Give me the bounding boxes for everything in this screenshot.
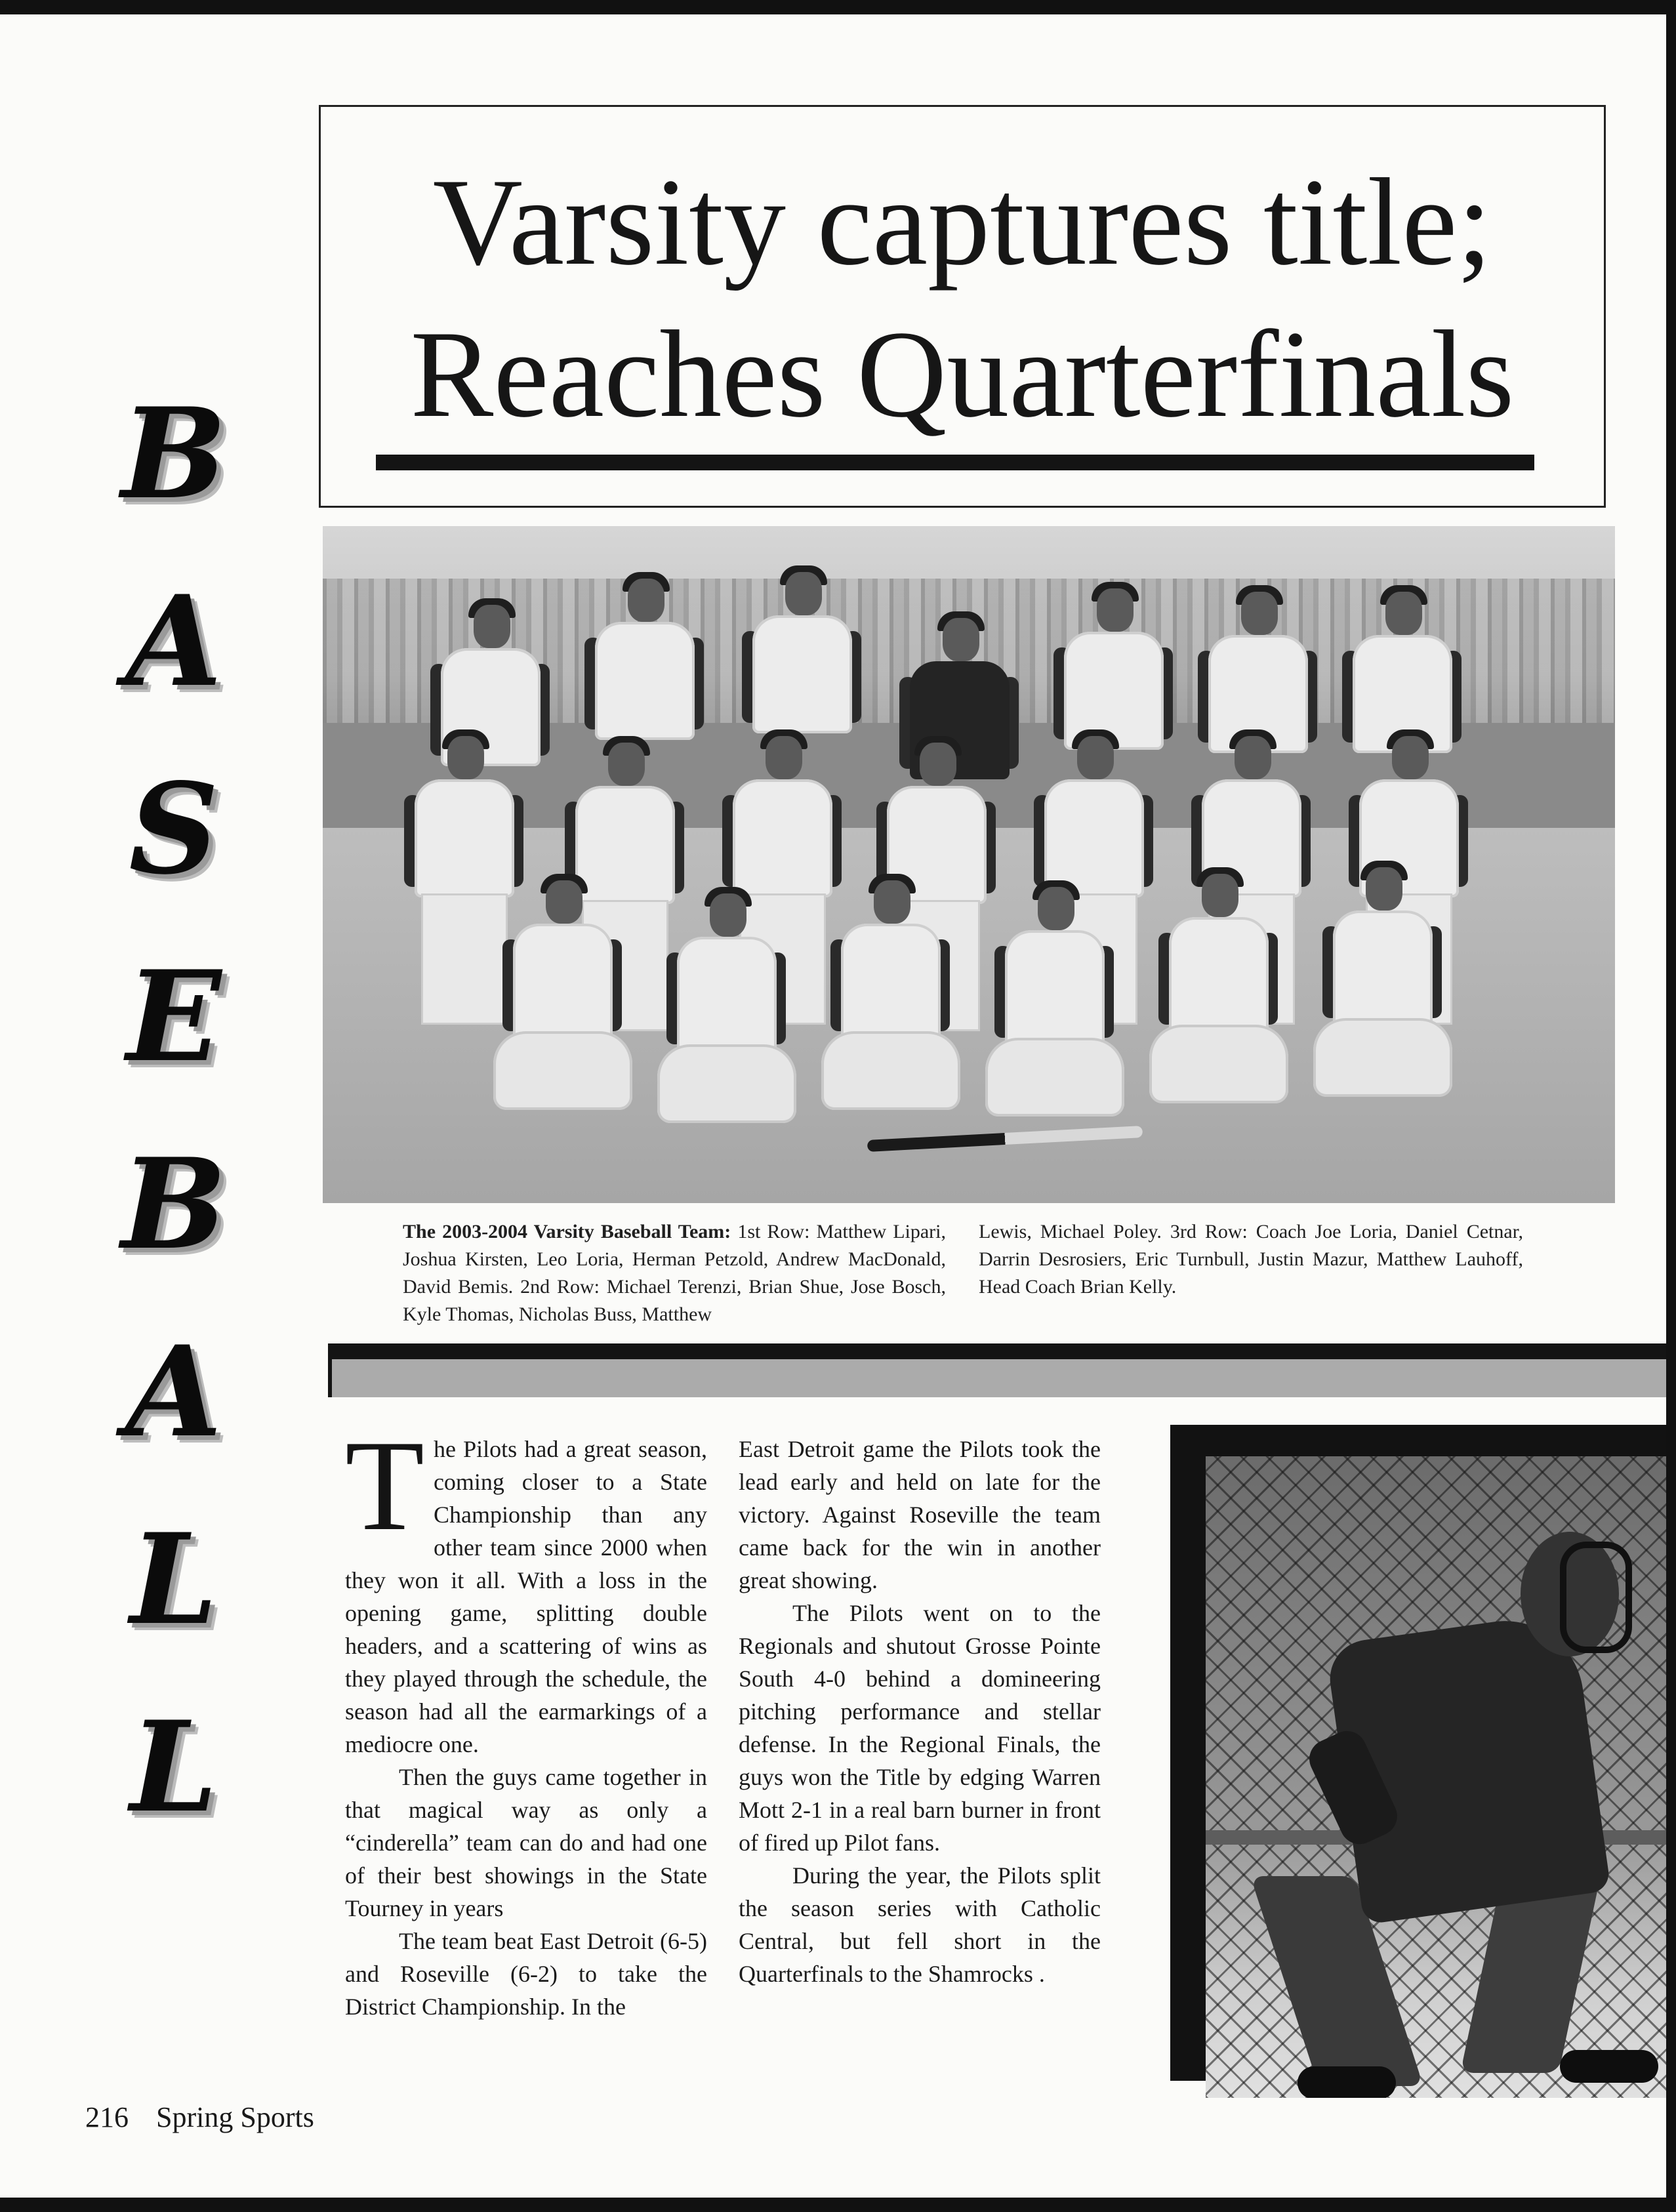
photo-caption-left [403,1218,946,1328]
headline-box [319,105,1606,508]
side-letter: E [126,943,222,1090]
article-paragraph: East Detroit game the Pilots took the lead early and held on late for the victory. Against Roseville the team came back for the win in another great showing. [739,1436,1101,1593]
article-column-2 [739,1433,1101,1990]
caption-text: 1st Row: Matthew Lipari, Joshua Kirsten, Leo Loria, Herman Petzold, Andrew MacDonald, David Bemis. 2nd Row: Michael Terenzi, Brian Shue, Jose Bosch, Kyle Thomas, Nicholas Buss, Matthew [403,1221,946,1325]
side-letter: B [121,1131,227,1277]
side-letter: A [125,1319,222,1465]
headline-line-1: Varsity captures title; [432,154,1492,291]
article-paragraph: Then the guys came together in that magical way as only a “cinderella” team can do and had one of their best showings in the State Tourney in years [345,1764,707,1921]
side-letter: S [129,756,219,902]
page-footer [85,2099,314,2136]
article-paragraph: The Pilots went on to the Regionals and shutout Grosse Pointe South 4-0 behind a domineering pitching performance and stellar defense. In the Regional Finals, the guys won the Title by edging Warren Mott 2-1 in a real barn burner in front of fired up Pilot fans. [739,1600,1101,1856]
umpire-shoe [1560,2050,1658,2083]
caption-lead: The 2003-2004 Varsity Baseball Team: [403,1221,731,1242]
article-paragraph: The team beat East Detroit (6-5) and Roseville (6-2) to take the District Championship. In the [345,1928,707,2020]
article-paragraph: he Pilots had a great season, coming closer to a State Championship than any other team since 2000 when they won it all. With a loss in the opening game, splitting double headers, and a scattering of wins as they played through the schedule, the season had all the earmarkings of a mediocre one. [345,1436,707,1757]
article-column-1 [345,1414,707,2023]
page-number: 216 [85,2101,129,2133]
umpire-mask [1560,1542,1632,1653]
divider-band [328,1343,1666,1359]
article-paragraph: During the year, the Pilots split the season series with Catholic Central, but fell short in the Quarterfinals to the Shamrocks . [739,1862,1101,1987]
yearbook-page [0,14,1666,2198]
drop-cap: T [345,1414,424,1557]
umpire-photo [1206,1456,1666,2098]
side-letter: A [125,568,222,714]
team-photo [323,526,1615,1203]
section-name: Spring Sports [156,2101,314,2133]
headline [321,146,1604,451]
umpire-shoe [1298,2066,1396,2098]
side-letter: L [130,1506,218,1652]
photo-caption-right: Lewis, Michael Poley. 3rd Row: Coach Joe Loria, Daniel Cetnar, Darrin Desrosiers, Eric Turnbull, Justin Mazur, Matthew Lauhoff, Head Coach Brian Kelly. [979,1221,1523,1298]
side-letter: L [130,1694,218,1840]
side-letter: B [121,380,227,527]
headline-line-2: Reaches Quarterfinals [410,306,1515,443]
headline-rule [376,455,1534,470]
divider-band-grey [328,1359,1666,1397]
